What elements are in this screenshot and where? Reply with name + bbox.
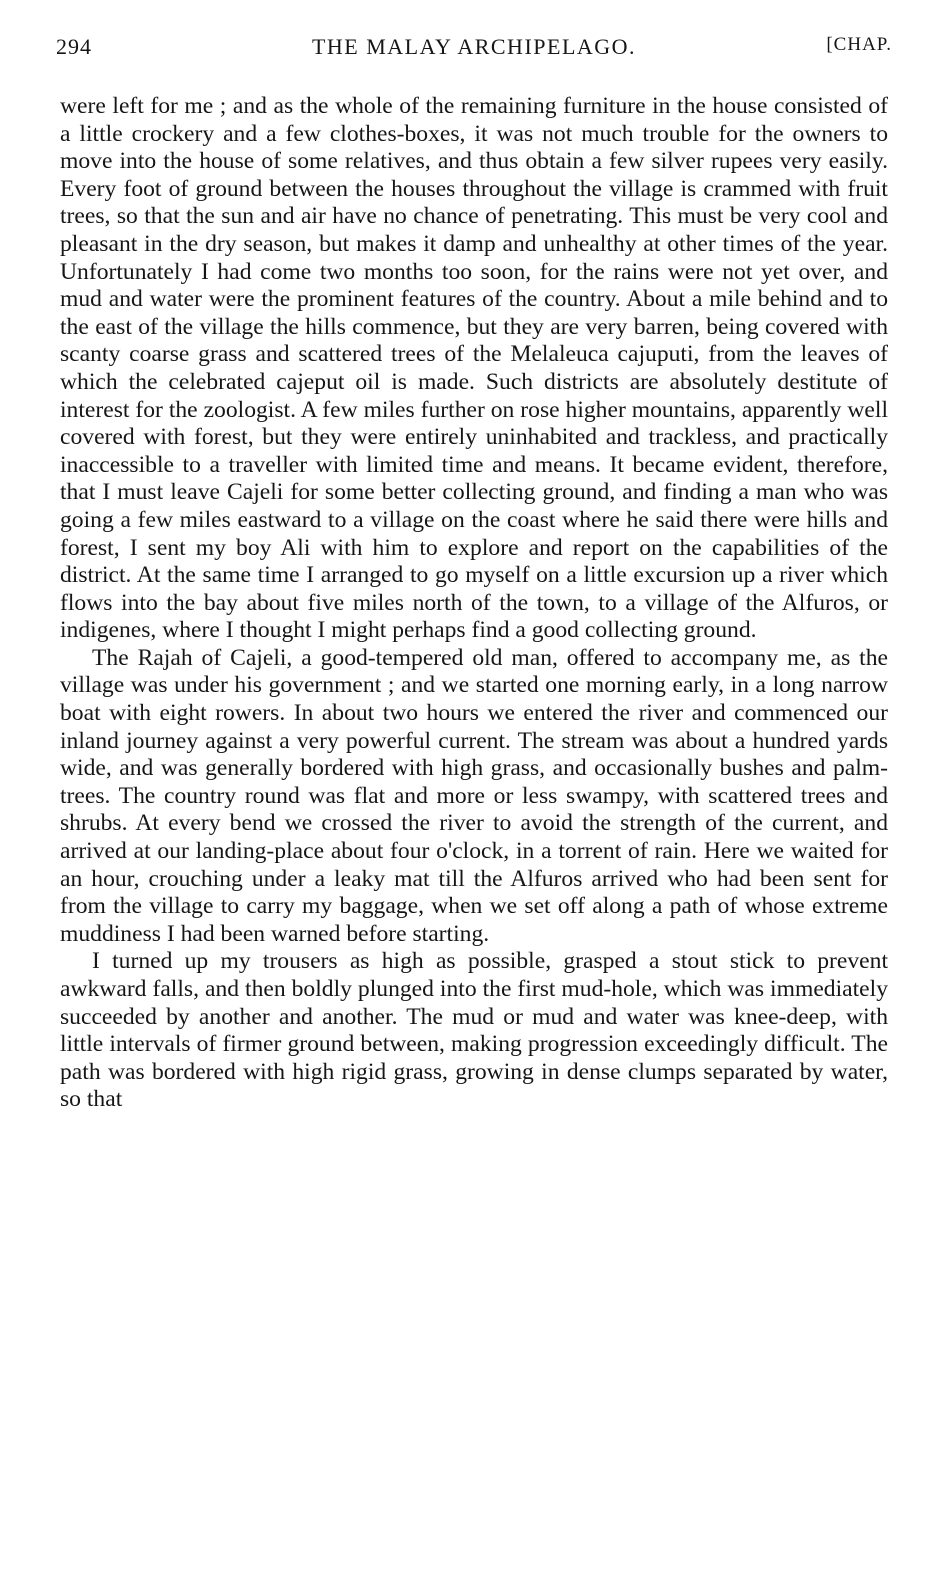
paragraph-trousers: I turned up my trousers as high as possible, grasped a stout stick to prevent awkward falls, and then boldly plunged into the first mud-hole, which was immediately succeeded by another and another. The mud or mud and water was knee-deep, with little intervals of firmer ground between, making progression exceedingly difficult. The path was bordered with high rigid grass, growing in dense clumps separated by water, so that — [60, 948, 888, 1113]
paragraph-rajah: The Rajah of Cajeli, a good-tempered old man, offered to accompany me, as the village was under his government ; and we started one morning early, in a long narrow boat with eight rowers. In about two hours we entered the river and commenced our inland journey against a very powerful current. The stream was about a hundred yards wide, and was generally bordered with high grass, and occasionally bushes and palm-trees. The country round was flat and more or less swampy, with scattered trees and shrubs. At every bend we crossed the river to avoid the strength of the current, and arrived at our landing-place about four o'clock, in a torrent of rain. Here we waited for an hour, crouching under a leaky mat till the Alfuros arrived who had been sent for from the village to carry my baggage, when we set off along a path of whose extreme muddiness I had been warned before starting. — [60, 644, 888, 947]
paragraph-continued: were left for me ; and as the whole of the remaining furniture in the house consisted of a little crockery and a few clothes-boxes, it was not much trouble for the owners to move into the house of some relatives, and thus obtain a few silver rupees very easily. Every foot of ground between the houses throughout the village is crammed with fruit trees, so that the sun and air have no chance of penetrating. This must be very cool and pleasant in the dry season, but makes it damp and unhealthy at other times of the year. Unfortunately I had come two months too soon, for the rains were not yet over, and mud and water were the prominent features of the country. About a mile behind and to the east of the village the hills commence, but they are very barren, being covered with scanty coarse grass and scattered trees of the Melaleuca cajuputi, from the leaves of which the celebrated cajeput oil is made. Such districts are absolutely destitute of interest for the zoologist. A few miles further on rose higher mountains, apparently well covered with forest, but they were entirely uninhabited and trackless, and practically inaccessible to a traveller with limited time and means. It became evident, therefore, that I must leave Cajeli for some better collecting ground, and finding a man who was going a few miles eastward to a village on the coast where he said there were hills and forest, I sent my boy Ali with him to explore and report on the capabilities of the district. At the same time I arranged to go myself on a little excursion up a river which flows into the bay about five miles north of the town, to a village of the Alfuros, or indigenes, where I thought I might perhaps find a good collecting ground. — [60, 93, 888, 644]
body-text — [60, 93, 888, 1114]
chapter-label: [CHAP. — [826, 34, 892, 55]
running-header — [56, 34, 892, 74]
page-number: 294 — [56, 34, 92, 59]
running-title: THE MALAY ARCHIPELAGO. — [311, 34, 637, 59]
book-page — [56, 34, 892, 1114]
